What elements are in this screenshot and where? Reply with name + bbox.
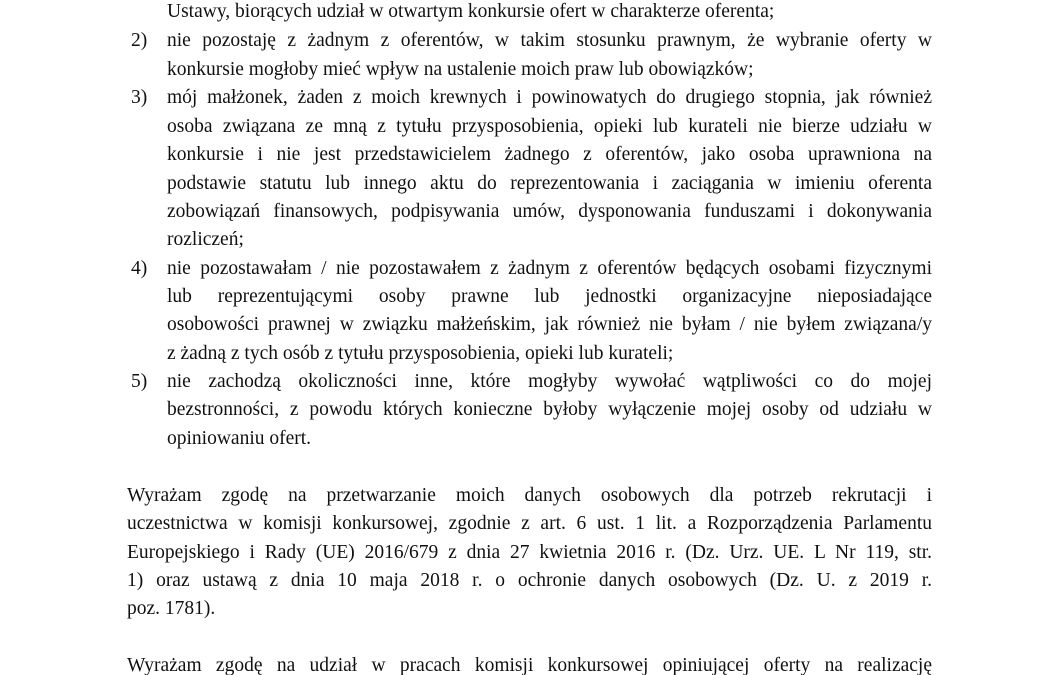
list-item-3-line-4: podstawie statutu lub innego aktu do reprezentowania i zaciągania w imieniu oferenta [167,173,932,194]
list-item-5-line-3: opiniowaniu ofert. [167,428,312,449]
list-item-5-line-2: bezstronności, z powodu których konieczne byłoby wyłączenie mojej osoby od udziału w [167,399,932,420]
list-item-2-line-2: konkursie mogłoby mieć wpływ na ustalenie moich praw lub obowiązków; [167,59,754,80]
list-item-2-line-1: nie pozostaję z żadnym z oferentów, w takim stosunku prawnym, że wybranie oferty w [167,30,932,51]
consent-2-line-1: Wyrażam zgodę na udział w pracach komisji konkursowej opiniującej oferty na realizację [127,655,932,675]
list-item-3-line-2: osoba związana ze mną z tytułu przysposobienia, opieki lub kurateli nie bierze udziału w [167,116,932,137]
consent-1-line-5: poz. 1781). [127,598,216,619]
list-item-4-line-1: nie pozostawałam / nie pozostawałem z żadnym z oferentów będących osobami fizycznymi [167,258,932,279]
list-item-2-number: 2) [131,30,148,51]
list-item-5-number: 5) [131,371,148,392]
list-item-4-line-3: osobowości prawnej w związku małżeńskim, jak również nie byłam / nie byłem związana/y [167,314,932,335]
list-item-3-line-1: mój małżonek, żaden z moich krewnych i powinowatych do drugiego stopnia, jak również [167,87,932,108]
list-item-4-line-4: z żadną z tych osób z tytułu przysposobienia, opieki lub kurateli; [167,343,674,364]
list-item-4-number: 4) [131,258,148,279]
list-item-3-line-3: konkursie i nie jest przedstawicielem żadnego z oferentów, jako osoba uprawniona na [167,144,932,165]
consent-1-line-1: Wyrażam zgodę na przetwarzanie moich danych osobowych dla potrzeb rekrutacji i [127,485,932,506]
list-item-3-number: 3) [131,87,148,108]
list-item-3-line-5: zobowiązań finansowych, podpisywania umów, dysponowania funduszami i dokonywania [167,201,932,222]
consent-1-line-3: Europejskiego i Rady (UE) 2016/679 z dnia 27 kwietnia 2016 r. (Dz. Urz. UE. L Nr 119, str. [127,542,932,563]
list-item-1-line-1: Ustawy, biorących udział w otwartym konkursie ofert w charakterze oferenta; [167,1,775,22]
consent-1-line-4: 1) oraz ustawą z dnia 10 maja 2018 r. o ochronie danych osobowych (Dz. U. z 2019 r. [127,570,932,591]
list-item-3-line-6: rozliczeń; [167,229,244,250]
consent-1-line-2: uczestnictwa w komisji konkursowej, zgodnie z art. 6 ust. 1 lit. a Rozporządzenia Parlamentu [127,513,932,534]
list-item-5-line-1: nie zachodzą okoliczności inne, które mogłyby wywołać wątpliwości co do mojej [167,371,932,392]
list-item-4-line-2: lub reprezentującymi osoby prawne lub jednostki organizacyjne nieposiadające [167,286,932,307]
